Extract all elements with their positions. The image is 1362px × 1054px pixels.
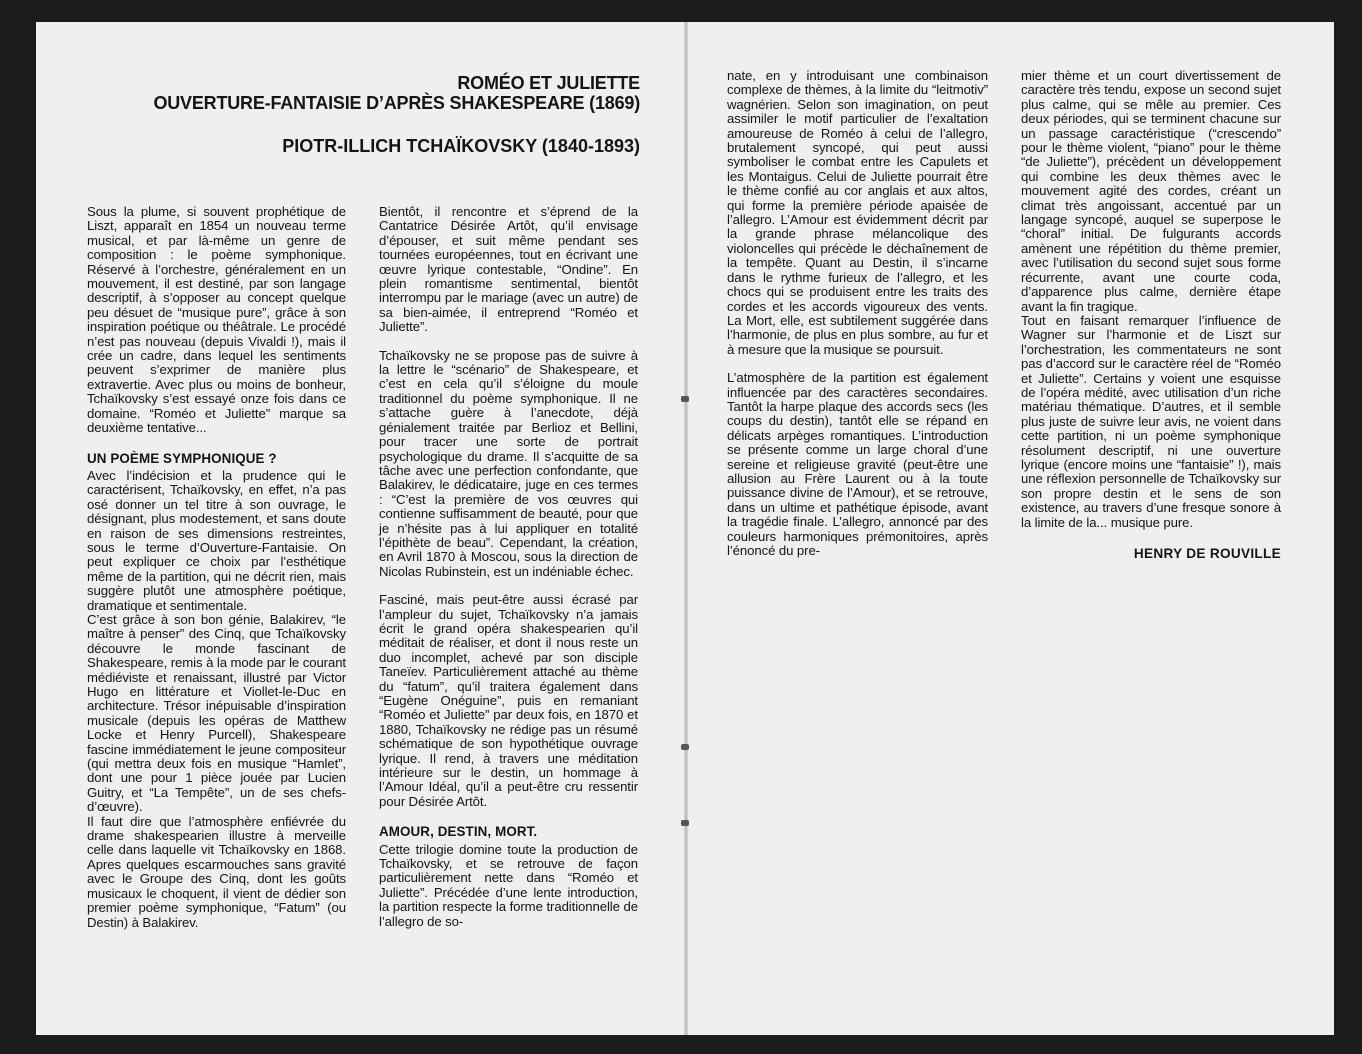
paragraph: mier thème et un court divertissement de caractère très tendu, expose un second sujet plus calme, qui se mêle au premier. Ces deux périodes, qui se terminent chacune sur un passage caractéristique (“crescendo” pour le thème violent, “piano” pour le thème “de Juliette”), précèdent un développement qui combine les deux thèmes avec le mouvement agité des cordes, créant un climat très angoissant, accentué par un langage syncopé, auquel se superpose le “choral” initial. De fulgurants accords amènent une répétition du thème premier, avec l’utilisation du second sujet sous forme récurrente, avant une courte coda, d’apparence plus calme, dernière étape avant la fin tragique. — [1021, 68, 1281, 314]
paragraph: Cette trilogie domine toute la production de Tchaïkovsky, et se retrouve de façon particulièrement nette dans “Roméo et Juliette”. Précédée d’une lente introduction, la partition respecte la forme traditionnelle de l’allegro de so- — [379, 841, 638, 929]
paragraph: Il faut dire que l’atmosphère enfiévrée du drame shakespearien illustre à merveille celle dans laquelle vit Tchaïkovsky en 1868. Apres quelques escarmouches sans gravité avec le Groupe des Cinq, dont les goûts musicaux le choquent, il vient de dédier son premier poème symphonique, “Fatum” (ou Destin) à Balakirev. — [87, 813, 346, 930]
right-column-2 — [1021, 69, 1281, 561]
work-title: ROMÉO ET JULIETTE — [457, 73, 640, 93]
paragraph: Tchaïkovsky ne se propose pas de suivre à la lettre le “scénario” de Shakespeare, et c’est en cela qu’il s’éloigne du moule traditionnel du poème symphonique. Il ne s’attache guère à l’anecdote, déjà génialement traitée par Berlioz et Bellini, pour tracer une sorte de portrait psychologique du drame. Il s’acquitte de sa tâche avec une perfection confondante, que Balakirev, le dédicataire, juge en ces termes : “C’est la première de vos œuvres qui contienne suffisamment de beauté, pour que je n’hésite pas à lui appliquer en totalité l’épithète de beau”. Cependant, la création, en Avril 1870 à Moscou, sous la direction de Nicolas Rubinstein, est un indéniable échec. — [379, 347, 638, 579]
paragraph: Tout en faisant remarquer l’influence de Wagner sur l’harmonie et de Liszt sur l’orchestration, les commentateurs ne sont pas d’accord sur le caractère réel de “Roméo et Juliette”. Certains y voient une esquisse de l’opéra médité, avec utilisation d’un riche matériau thématique. D’autres, et il semble plus juste de suivre leur avis, ne voient dans cette partition, ni un poème symphonique résolument descriptif, ni une ouverture lyrique (encore moins une “fantaisie” !), mais une réflexion personnelle de Tchaïkovsky sur son propre destin et le sens de son existence, au travers d’une fresque sonore à la limite de la... musique pure. — [1021, 312, 1281, 530]
right-page — [686, 22, 1334, 1035]
left-page — [36, 22, 686, 1035]
paragraph: nate, en y introduisant une combinaison complexe de thèmes, à la limite du “leitmotiv” wagnérien. Selon son imagination, on peut assimiler le motif particulier de l’exaltation amoureuse de Roméo à celui de l’allegro, brutalement syncopé, qui peut aussi symboliser le combat entre les Capulets et les Montaigus. Celui de Juliette pourrait être le thème confié au cor anglais et aux altos, qui forme la première période apaisée de l’allegro. L’Amour est évidemment décrit par la grande phrase mélancolique des violoncelles qui précède le déchaînement de la tempête. Quant au Destin, il s’incarne dans le rythme furieux de l’allegro, et les chocs qui se produisent entre les traits des cordes et les accords vigoureux des vents. La Mort, elle, est subtilement suggérée dans l’harmonie, de plus en plus sombre, au fur et à mesure que la musique se poursuit. — [727, 68, 988, 357]
paragraph: Avec l’indécision et la prudence qui le caractérisent, Tchaïkovsky, en effet, n’a pas osé donner un tel titre à son ouvrage, le désignant, plus modestement, et sans doute en raison de ses dimensions restreintes, sous le terme d’Ouverture-Fantaisie. On peut expliquer ce choix par l’esthétique même de la partition, qui ne décrit rien, mais suggère plutôt une atmosphère poétique, dramatique et sentimentale. — [87, 467, 346, 613]
section-heading: AMOUR, DESTIN, MORT. — [379, 824, 538, 840]
paragraph: L’atmosphère de la partition est également influencée par des caractères secondaires. Tantôt la harpe plaque des accords secs (les coups du destin), tantôt elle se répand en délicats arpèges romantiques. L’introduction se présente comme un large choral d’une sereine et religieuse gravité (peut-être une allusion au Frère Laurent ou à la toute puissance divine de l’Amour), et se retrouve, dans un ultime et pathétique épisode, avant la tragédie finale. L’allegro, annoncé par des couleurs harmoniques prémonitoires, après l’énoncé du pre- — [727, 370, 988, 558]
title-block — [80, 73, 640, 156]
paragraph: Fasciné, mais peut-être aussi écrasé par l’ampleur du sujet, Tchaïkovsky n’a jamais écrit le grand opéra shakespearien qu’il méditait de réaliser, et dont il nous reste un duo incomplet, achevé par son disciple Taneïev. Particulièrement attaché au thème du “fatum”, qu’il traitera également dans “Eugène Onéguine”, puis en remaniant “Roméo et Juliette” par deux fois, en 1870 et 1880, Tchaïkovsky ne rédige pas un résumé schématique de son hypothétique ouvrage lyrique. Il rend, à travers une méditation intérieure sur le destin, un hommage à l’Amour Idéal, qu’il a peut-être cru ressentir pour Désirée Artôt. — [379, 592, 638, 809]
staple-mark — [681, 820, 689, 826]
book-gutter — [684, 22, 688, 1035]
composer-name: PIOTR-ILLICH TCHAÏKOVSKY (1840-1893) — [282, 136, 640, 156]
author-signature: HENRY DE ROUVILLE — [1133, 546, 1281, 561]
left-column-2 — [379, 205, 638, 929]
paragraph: Sous la plume, si souvent prophétique de Liszt, apparaît en 1854 un nouveau terme musical, et par là-même un genre de composition : le poème symphonique. Réservé à l’orchestre, généralement en un mouvement, il est destiné, par son langage descriptif, à s’opposer au concept quelque peu désuet de “musique pure”, grâce à son inspiration poétique ou théâtrale. Le procédé n’est pas nouveau (depuis Vivaldi !), mais il crée un cadre, dans lequel les sentiments peuvent s’exprimer de manière plus extravertie. Avec plus ou moins de bonheur, Tchaïkovsky s’est essayé onze fois dans ce domaine. “Roméo et Juliette” marque sa deuxième tentative... — [87, 204, 346, 436]
section-heading: UN POÈME SYMPHONIQUE ? — [87, 450, 277, 466]
left-column-1 — [87, 205, 346, 930]
staple-mark — [681, 744, 689, 750]
work-subtitle: OUVERTURE-FANTAISIE D’APRÈS SHAKESPEARE (1869) — [153, 93, 640, 113]
right-column-1 — [727, 69, 988, 558]
paragraph: Bientôt, il rencontre et s’éprend de la Cantatrice Désirée Artôt, qu’il envisage d’épouser, et suit même pendant ses tournées européennes, tout en écrivant une œuvre lyrique contestable, “Ondine”. En plein romantisme sentimental, bientôt interrompu par le mariage (avec un autre) de sa bien-aimée, il entreprend “Roméo et Juliette”. — [379, 204, 638, 335]
paragraph: C’est grâce à son bon génie, Balakirev, “le maître à penser” des Cinq, que Tchaïkovsky découvre le monde fascinant de Shakespeare, remis à la mode par le courant médiéviste et renaissant, illustré par Victor Hugo en littérature et Viollet-le-Duc en architecture. Trésor inépuisable d’inspiration musicale (depuis les opéras de Matthew Locke et Henry Purcell), Shakespeare fascine immédiatement le jeune compositeur (qui mettra deux fois en musique “Hamlet”, dont une pour 1 pièce jouée par Lucien Guitry, et “La Tempête”, un de ses chefs-d’œuvre). — [87, 611, 346, 815]
staple-mark — [681, 396, 689, 402]
